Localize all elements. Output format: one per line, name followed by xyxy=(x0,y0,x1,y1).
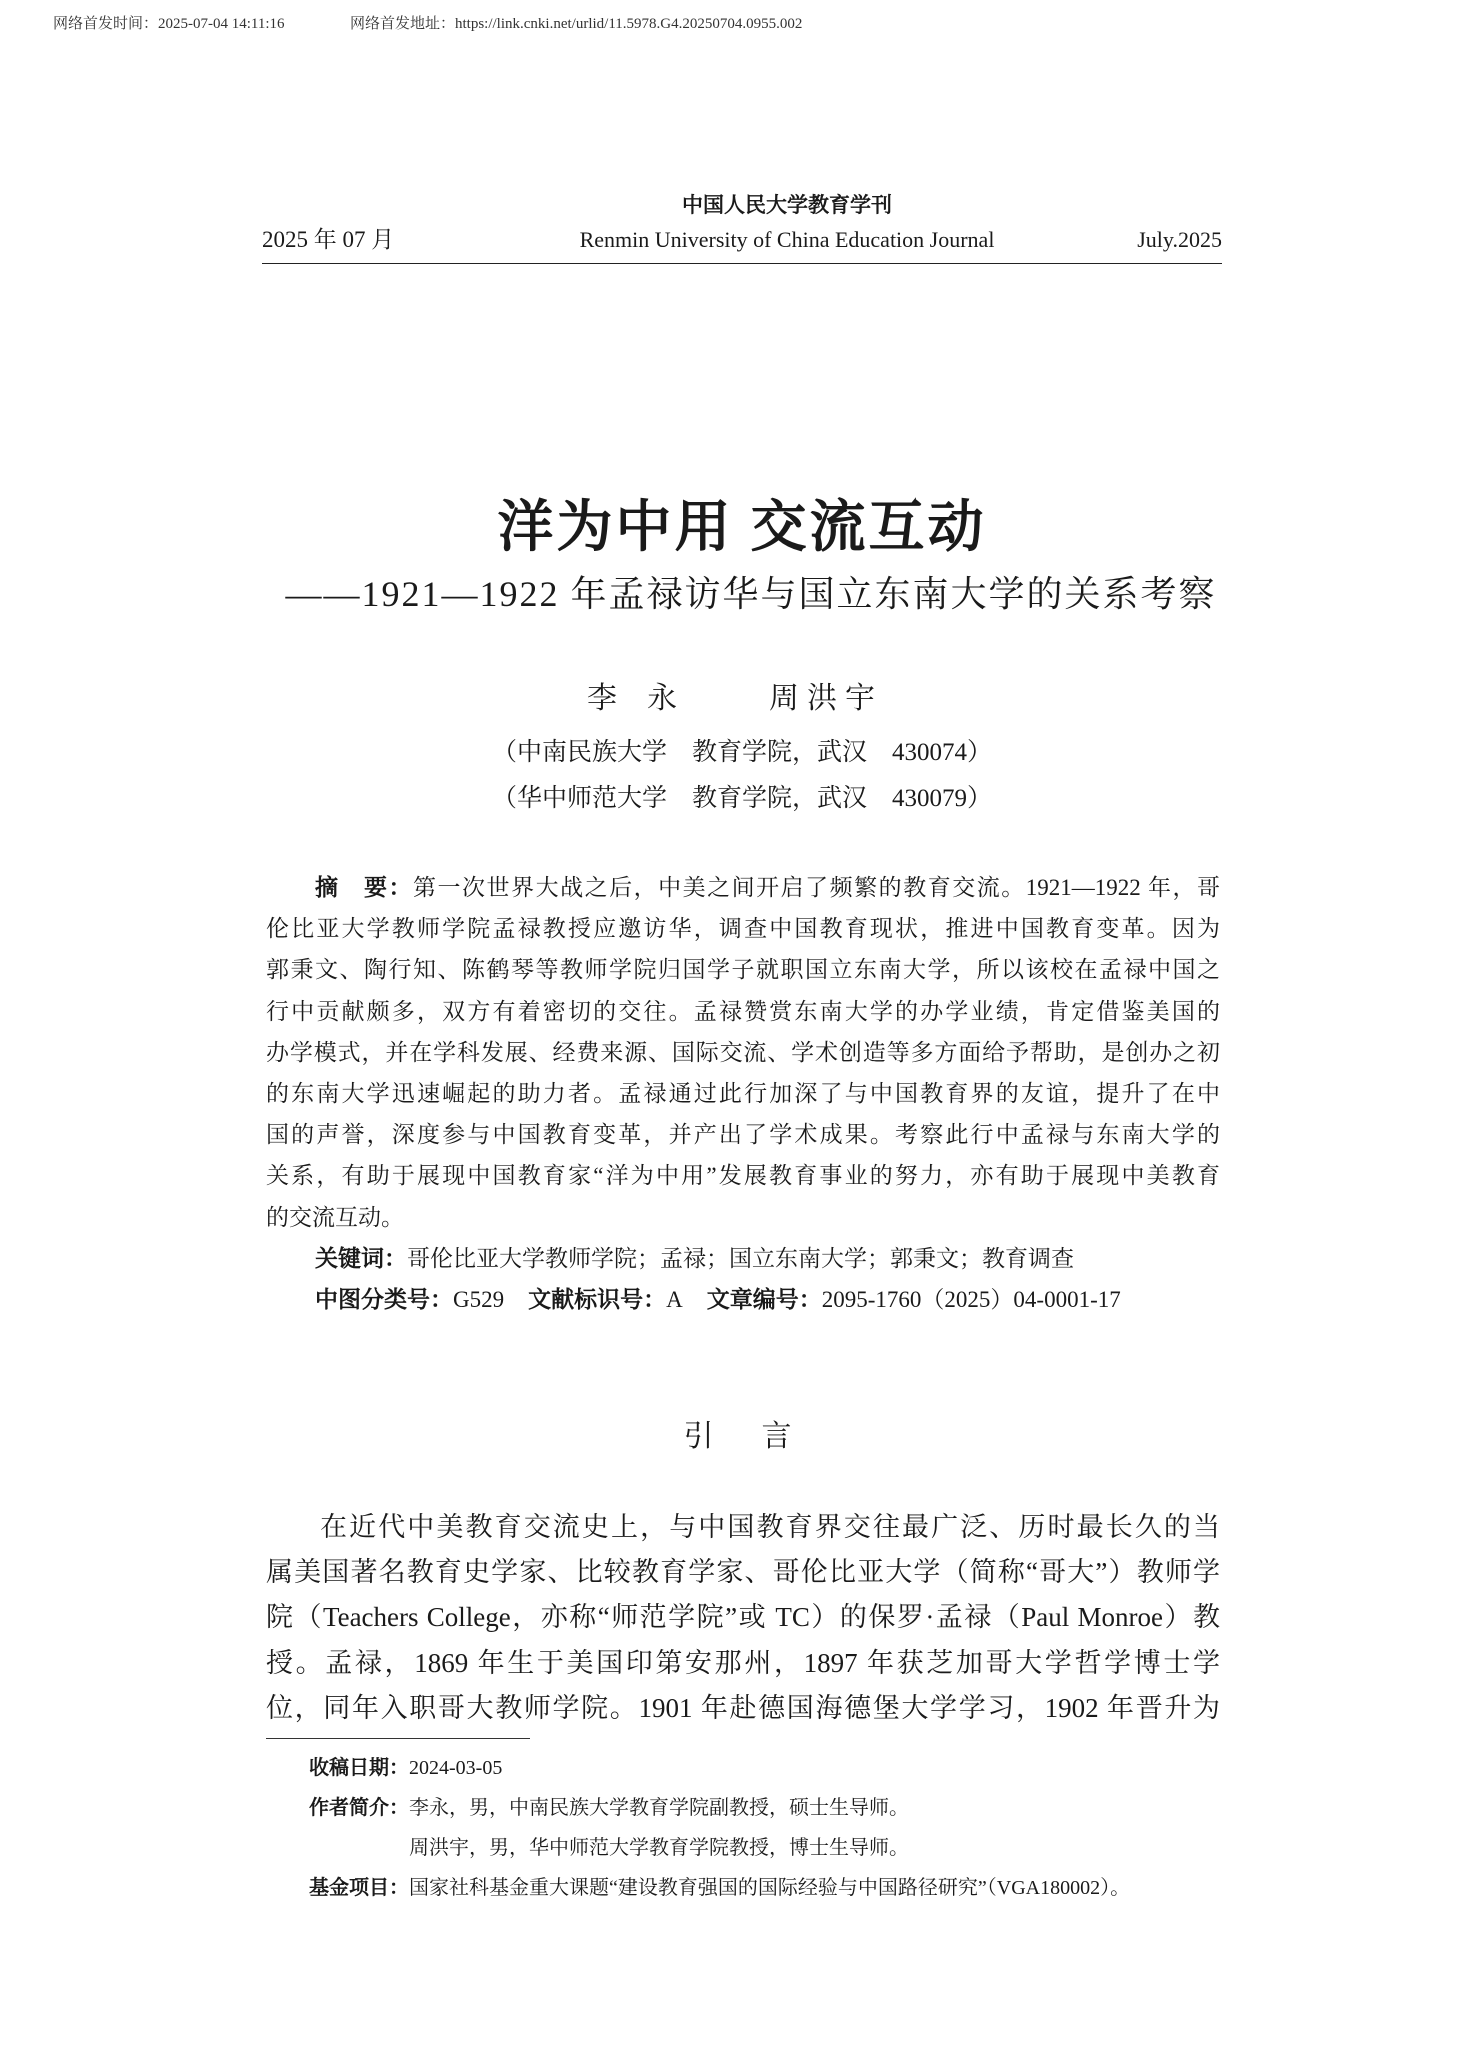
abstract-line: 国的声誉，深度参与中国教育变革，并产出了学术成果。考察此行中孟禄与东南大学的 xyxy=(266,1122,1220,1148)
author-bio-note xyxy=(309,1788,1229,1828)
article-subtitle: ——1921—1922 年孟禄访华与国立东南大学的关系考察 xyxy=(285,574,1217,614)
fund-label: 基金项目： xyxy=(309,1877,409,1899)
abstract-line: 伦比亚大学教师学院孟禄教授应邀访华，调查中国教育现状，推进中国教育变革。因为 xyxy=(266,916,1220,942)
abstract-line: 办学模式，并在学科发展、经费来源、国际交流、学术创造等多方面给予帮助，是创办之初 xyxy=(266,1039,1220,1065)
author-name: 周洪宇 xyxy=(769,682,883,715)
fund-note xyxy=(309,1868,1229,1908)
keywords-label: 关键词： xyxy=(315,1244,407,1271)
online-publish-time: 网络首发时间：2025-07-04 14:11:16 xyxy=(53,16,285,32)
abstract-line: 的东南大学迅速崛起的助力者。孟禄通过此行加深了与中国教育界的友谊，提升了在中 xyxy=(266,1081,1220,1107)
received-value: 2024-03-05 xyxy=(409,1757,503,1779)
body-line: 院（Teachers College，亦称“师范学院”或 TC）的保罗·孟禄（Paul Monroe）教 xyxy=(266,1602,1220,1633)
author-list xyxy=(262,679,1222,719)
issue-date-cn: 2025 年 07 月 xyxy=(262,227,395,252)
author-affiliation: （华中师范大学 教育学院，武汉 430079） xyxy=(491,785,992,812)
body-line: 授。孟禄，1869 年生于美国印第安那州，1897 年获芝加哥大学哲学博士学 xyxy=(266,1647,1220,1678)
footnote-rule xyxy=(266,1738,530,1739)
issue-date-en: July.2025 xyxy=(1137,227,1222,252)
body-line: 位，同年入职哥大教师学院。1901 年赴德国海德堡大学学习，1902 年晋升为 xyxy=(266,1692,1220,1723)
abstract-section xyxy=(266,867,1220,1320)
doc-code-label: 文献标识号： xyxy=(528,1286,667,1313)
section-heading: 引 言 xyxy=(683,1420,801,1453)
author-bio-label: 作者简介： xyxy=(309,1797,409,1819)
online-publish-url: 网络首发地址：https://link.cnki.net/urlid/11.5978.G4.20250704.0955.002 xyxy=(350,16,803,32)
journal-name-en: Renmin University of China Education Journal xyxy=(579,227,995,252)
journal-name-cn: 中国人民大学教育学刊 xyxy=(682,194,892,217)
abstract-line: 关系，有助于展现中国教育家“洋为中用”发展教育事业的努力，亦有助于展现中美教育 xyxy=(266,1163,1220,1189)
abstract-line: 的交流互动。 xyxy=(266,1204,404,1230)
clc-value: G529 xyxy=(453,1287,505,1313)
article-number-value: 2095-1760（2025）04-0001-17 xyxy=(821,1287,1121,1313)
author-bio-1: 李永，男，中南民族大学教育学院副教授，硕士生导师。 xyxy=(409,1797,909,1819)
abstract-label: 摘 要： xyxy=(315,874,414,900)
fund-value: 国家社科基金重大课题“建设教育强国的国际经验与中国路径研究”（VGA180002）。 xyxy=(409,1877,1131,1899)
body-paragraph xyxy=(266,1505,1220,1731)
abstract-line xyxy=(266,867,1220,908)
footnotes xyxy=(309,1748,1229,1908)
body-line: 在近代中美教育交流史上，与中国教育界交往最广泛、历时最长久的当 xyxy=(320,1512,1220,1542)
classification-line xyxy=(266,1279,1220,1320)
keywords-value: 哥伦比亚大学教师学院；孟禄；国立东南大学；郭秉文；教育调查 xyxy=(407,1245,1074,1271)
article-title: 洋为中用 交流互动 xyxy=(497,497,987,559)
received-date-note xyxy=(309,1748,1229,1788)
author-bio-2: 周洪宇，男，华中师范大学教育学院教授，博士生导师。 xyxy=(409,1837,909,1859)
keywords-line xyxy=(266,1238,1220,1279)
abstract-line: 郭秉文、陶行知、陈鹤琴等教师学院归国学子就职国立东南大学，所以该校在孟禄中国之 xyxy=(266,957,1220,983)
body-line: 属美国著名教育史学家、比较教育学家、哥伦比亚大学（简称“哥大”）教师学 xyxy=(266,1557,1220,1588)
author-affiliation: （中南民族大学 教育学院，武汉 430074） xyxy=(491,739,992,766)
header-rule xyxy=(262,263,1222,264)
author-name: 李 永 xyxy=(587,682,677,715)
clc-label: 中图分类号： xyxy=(315,1286,453,1313)
abstract-text: 第一次世界大战之后，中美之间开启了频繁的教育交流。1921—1922 年，哥 xyxy=(413,875,1220,900)
doc-code-value: A xyxy=(666,1287,683,1313)
received-label: 收稿日期： xyxy=(309,1757,409,1779)
abstract-line: 行中贡献颇多，双方有着密切的交往。孟禄赞赏东南大学的办学业绩，肯定借鉴美国的 xyxy=(266,998,1220,1024)
article-number-label: 文章编号： xyxy=(706,1286,822,1313)
